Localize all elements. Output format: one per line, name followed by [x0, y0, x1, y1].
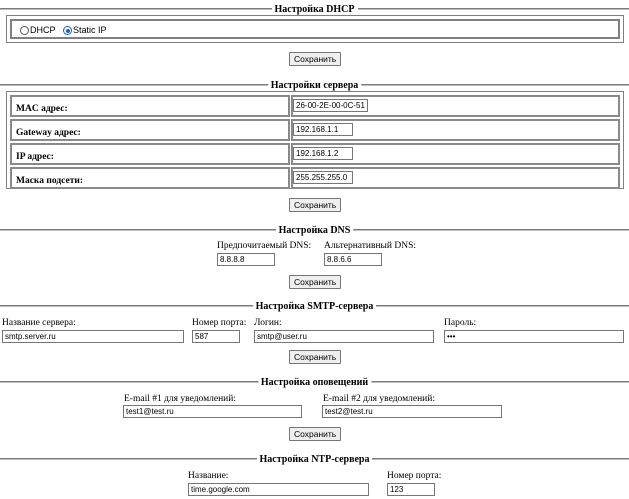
gateway-label: Gateway адрес:: [16, 128, 81, 138]
dhcp-options-panel: [10, 19, 620, 39]
preferred-dns-label: Предпочитаемый DNS:: [217, 241, 312, 251]
ip-address-input[interactable]: 192.168.1.2: [293, 147, 353, 160]
ntp-section-title: Настройка NTP-сервера: [257, 453, 373, 466]
smtp-password-label: Пароль:: [444, 318, 477, 328]
smtp-login-input[interactable]: smtp@user.ru: [254, 330, 434, 343]
smtp-save-button[interactable]: Сохранить: [289, 350, 341, 364]
static-ip-radio[interactable]: [63, 26, 72, 35]
smtp-section-header: [0, 300, 629, 314]
ip-label: IP адрес:: [16, 152, 54, 162]
dns-section-title: Настройка DNS: [276, 224, 354, 237]
email1-input[interactable]: test1@test.ru: [123, 405, 302, 418]
smtp-server-input[interactable]: smtp.server.ru: [2, 330, 184, 343]
ntp-name-label: Название:: [188, 471, 229, 481]
email1-label: E-mail #1 для уведомлений:: [124, 394, 236, 404]
mac-label: MAC адрес:: [16, 104, 68, 114]
smtp-server-label: Название сервера:: [2, 318, 76, 328]
notify-section-title: Настройка оповещений: [258, 376, 371, 389]
mac-address-input[interactable]: 26-00-2E-00-0C-51: [293, 99, 368, 112]
smtp-password-input[interactable]: •••: [444, 330, 624, 343]
server-section-title: Настройки сервера: [268, 79, 362, 92]
dns-save-button[interactable]: Сохранить: [289, 275, 341, 289]
ntp-server-input[interactable]: time.google.com: [188, 483, 369, 496]
server-save-button[interactable]: Сохранить: [289, 198, 341, 212]
notify-save-button[interactable]: Сохранить: [289, 427, 341, 441]
smtp-port-input[interactable]: 587: [192, 330, 240, 343]
dhcp-fieldset: [6, 15, 624, 43]
alternate-dns-input[interactable]: 8.8.6.6: [324, 253, 382, 266]
email2-input[interactable]: test2@test.ru: [322, 405, 502, 418]
dns-section-header: [0, 224, 629, 238]
mask-label: Маска подсети:: [16, 176, 83, 186]
alternate-dns-label: Альтернативный DNS:: [324, 241, 417, 251]
email2-label: E-mail #2 для уведомлений:: [323, 394, 435, 404]
ip-label-cell: [10, 143, 290, 165]
notify-section-header: [0, 376, 629, 390]
subnet-mask-input[interactable]: 255.255.255.0: [293, 171, 353, 184]
dhcp-radio[interactable]: [20, 26, 29, 35]
ntp-port-input[interactable]: 123: [387, 483, 435, 496]
dhcp-save-button[interactable]: Сохранить: [289, 52, 341, 66]
smtp-section-title: Настройка SMTP-сервера: [253, 300, 377, 313]
mask-label-cell: [10, 167, 290, 189]
ntp-port-label: Номер порта:: [387, 471, 442, 481]
mac-label-cell: [10, 95, 290, 117]
static-ip-radio-label[interactable]: Static IP: [73, 25, 107, 35]
dhcp-radio-label[interactable]: DHCP: [30, 25, 56, 35]
ntp-section-header: [0, 453, 629, 467]
preferred-dns-input[interactable]: 8.8.8.8: [217, 253, 275, 266]
dhcp-section-title: Настройка DHCP: [271, 3, 357, 16]
gateway-address-input[interactable]: 192.168.1.1: [293, 123, 353, 136]
gateway-label-cell: [10, 119, 290, 141]
smtp-login-label: Логин:: [254, 318, 282, 328]
smtp-port-label: Номер порта:: [192, 318, 247, 328]
